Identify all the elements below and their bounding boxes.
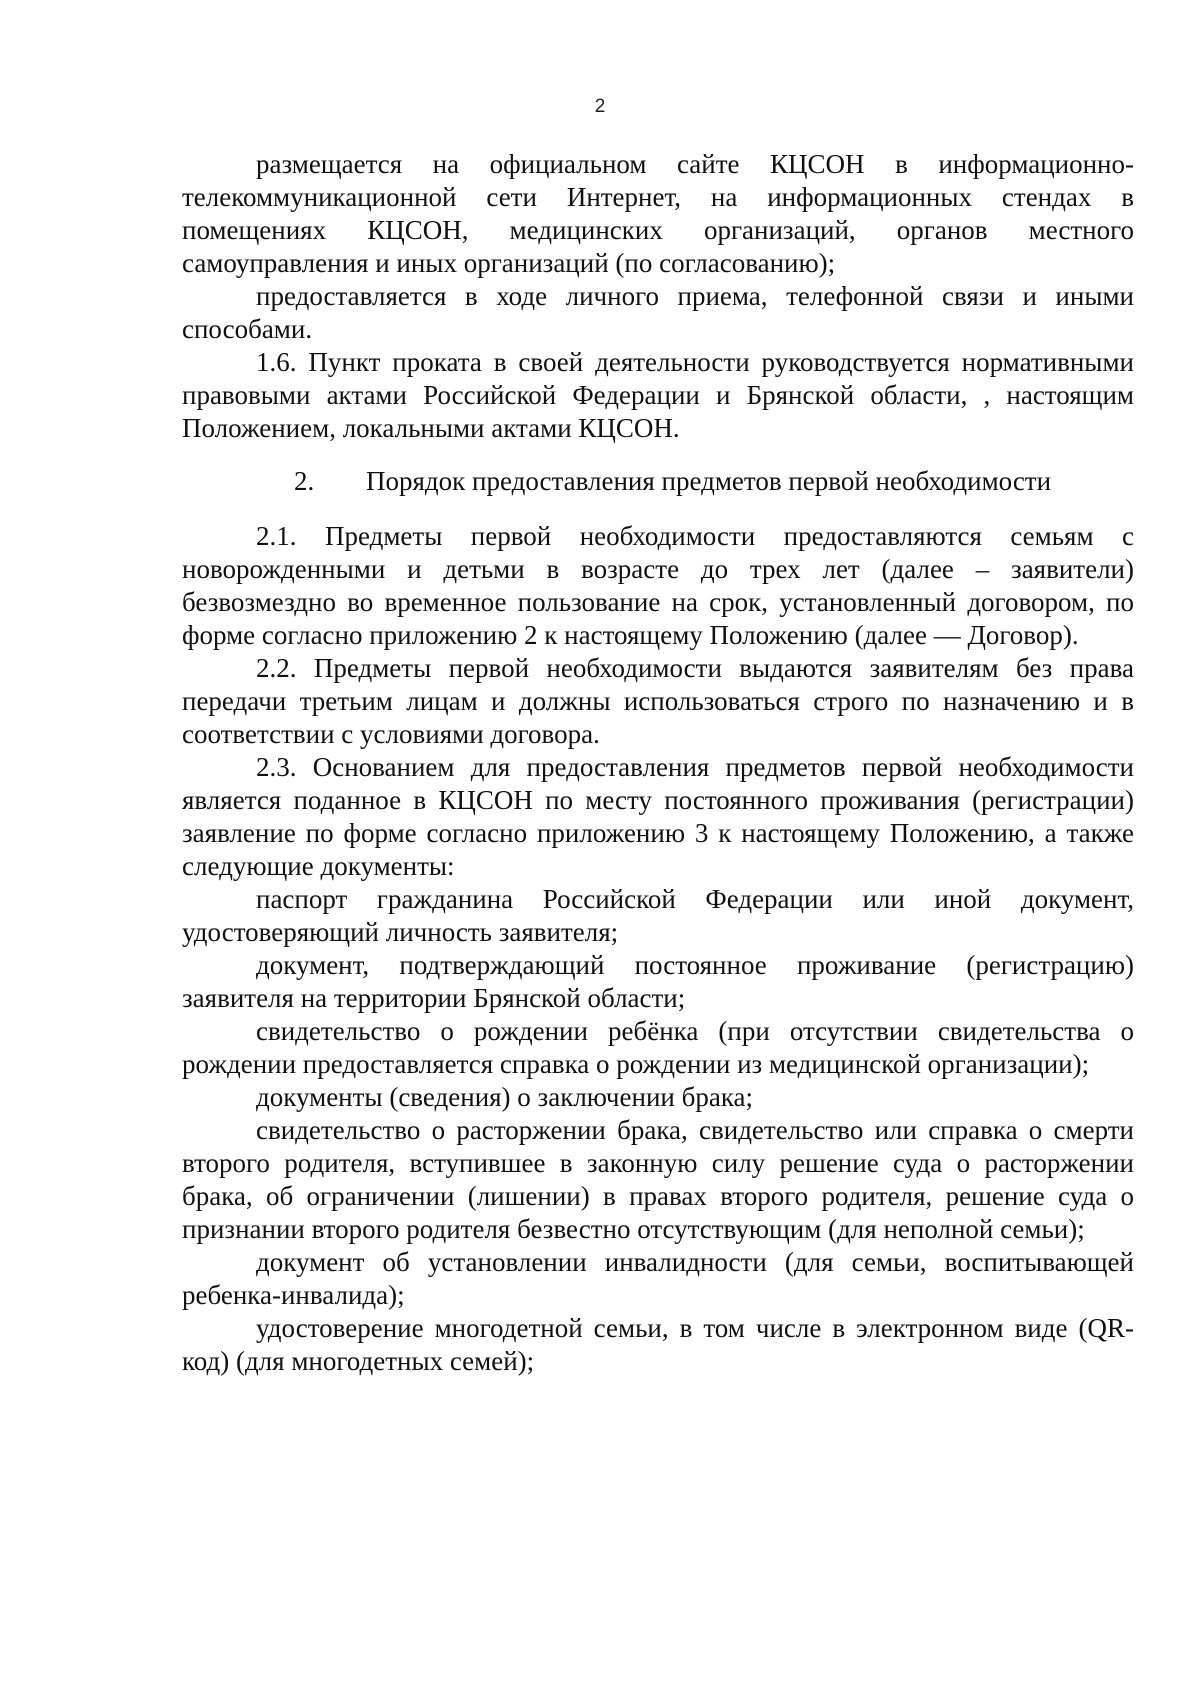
section-heading (182, 465, 1134, 498)
list-item-divorce: свидетельство о расторжении брака, свидетельство или справка о смерти второго родителя, вступившее в законную силу решение суда о расторжении брака, об ограничении (лишении) в правах второго родителя, решение суда о признании второго родителя безвестно отсутствующим (для неполной семьи); (182, 1115, 1134, 1244)
document-body (182, 148, 1134, 1378)
paragraph-2-2: 2.2. Предметы первой необходимости выдаются заявителям без права передачи третьим лицам и должны использоваться строго по назначению и в соответствии с условиями договора. (182, 653, 1134, 749)
list-item-marriage: документы (сведения) о заключении брака; (256, 1082, 754, 1112)
section-title: Порядок предоставления предметов первой необходимости (366, 466, 1052, 496)
list-item-passport: паспорт гражданина Российской Федерации или иной документ, удостоверяющий личность заявителя; (182, 884, 1134, 947)
paragraph-info-personal: предоставляется в ходе личного приема, телефонной связи и иными способами. (182, 281, 1134, 344)
page-number: 2 (594, 96, 606, 117)
list-item-birth-certificate: свидетельство о рождении ребёнка (при отсутствии свидетельства о рождении предоставляется справка о рождении из медицинской организации); (182, 1016, 1134, 1079)
paragraph-2-3: 2.3. Основанием для предоставления предметов первой необходимости является поданное в КЦСОН по месту постоянного проживания (регистрации) заявление по форме согласно приложению 3 к настоящему Положению, а также следующие документы: (182, 752, 1134, 881)
paragraph-info-placement: размещается на официальном сайте КЦСОН в информационно-телекоммуникационной сети Интернет, на информационных стендах в помещениях КЦСОН, медицинских организаций, органов местного самоуправления и иных организаций (по согласованию); (182, 149, 1134, 278)
list-item-residence: документ, подтверждающий постоянное проживание (регистрацию) заявителя на территории Брянской области; (182, 950, 1134, 1013)
paragraph-1-6: 1.6. Пункт проката в своей деятельности руководствуется нормативными правовыми актами Российской Федерации и Брянской области, , настоящим Положением, локальными актами КЦСОН. (182, 347, 1134, 443)
paragraph-2-1: 2.1. Предметы первой необходимости предоставляются семьям с новорожденными и детьми в возрасте до трех лет (далее – заявители) безвозмездно во временное пользование на срок, установленный договором, по форме согласно приложению 2 к настоящему Положению (далее — Договор). (182, 521, 1134, 650)
section-number: 2. (294, 466, 315, 496)
list-item-disability: документ об установлении инвалидности (для семьи, воспитывающей ребенка-инвалида); (182, 1247, 1134, 1310)
list-item-large-family: удостоверение многодетной семьи, в том числе в электронном виде (QR-код) (для многодетных семей); (182, 1313, 1134, 1376)
